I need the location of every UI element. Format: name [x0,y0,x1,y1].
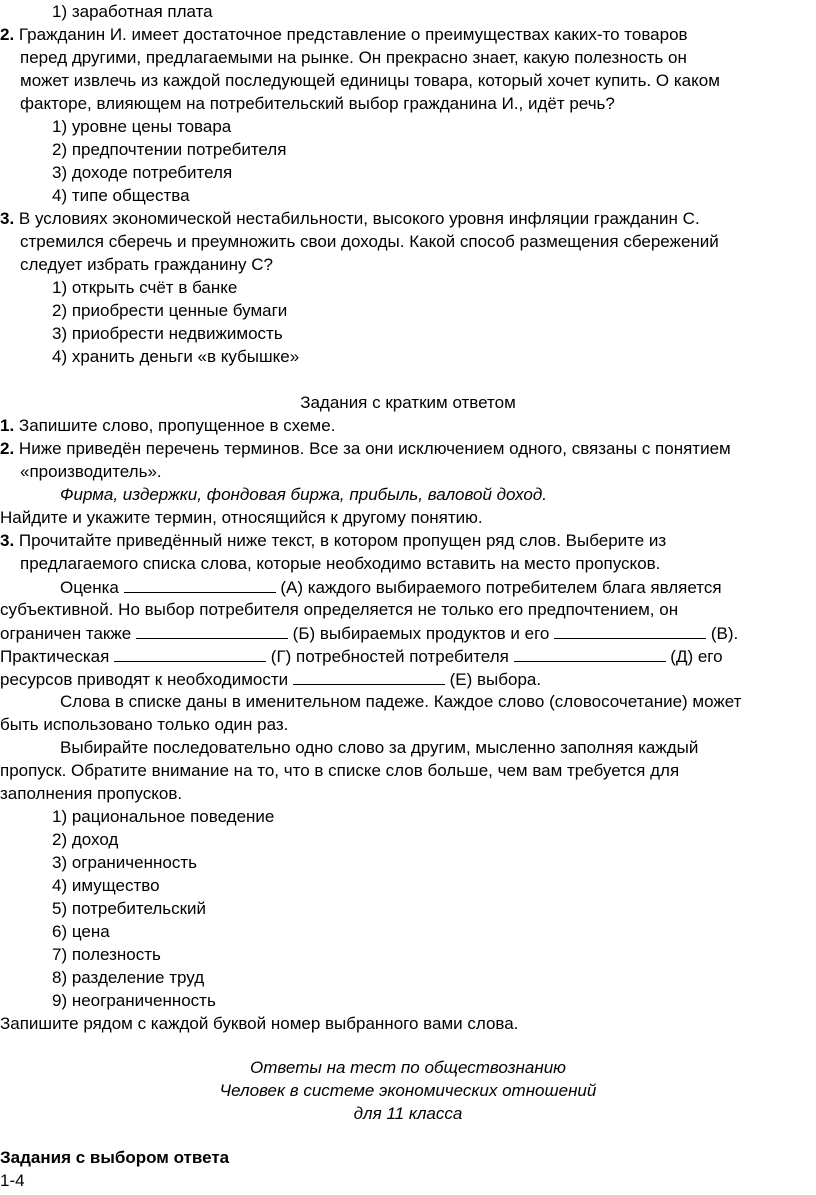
note-line-5: заполнения пропусков. [0,784,183,803]
short-task-2-terms: Фирма, издержки, фондовая биржа, прибыль, валовой доход. [60,485,547,504]
short-task-3-number: 3. [0,531,15,550]
blank-e[interactable] [293,668,445,685]
blank-b[interactable] [136,622,288,639]
question-3-line-2: стремился сберечь и преумножить свои доходы. Какой способ размещения сбережений [20,232,719,251]
question-2-line-4: факторе, влияющем на потребительский выбор гражданина И., идёт речь? [20,94,615,113]
short-task-3-line-1 [0,530,666,552]
question-2-option-4: 4) типе общества [52,186,190,205]
word-option-9: 9) неограниченность [52,991,216,1010]
word-option-2: 2) доход [52,830,119,849]
gap-text-line-2: субъективной. Но выбор потребителя определяется не только его предпочтением, он [0,600,679,619]
short-task-1 [0,415,335,437]
word-option-4: 4) имущество [52,876,160,895]
question-3-option-4: 4) хранить деньги «в кубышке» [52,347,300,366]
short-task-2-number: 2. [0,439,15,458]
short-task-2-line-1 [0,438,731,460]
gap-text-line-5 [0,668,541,691]
question-3-option-1: 1) открыть счёт в банке [52,278,238,297]
short-task-3-text: Прочитайте приведённый ниже текст, в котором пропущен ряд слов. Выберите из [18,531,667,550]
question-3-number: 3. [0,209,15,228]
question-2-text: Гражданин И. имеет достаточное представление о преимуществах каких-то товаров [18,25,688,44]
note-line-4: пропуск. Обратите внимание на то, что в списке слов больше, чем вам требуется для [0,761,680,780]
note-line-3: Выбирайте последовательно одно слово за другим, мысленно заполняя каждый [60,738,699,757]
gap-text: (В). [710,624,739,643]
answers-title-3: для 11 класса [353,1104,463,1123]
short-task-2-line-2: «производитель». [20,462,162,481]
question-3-option-3: 3) приобрести недвижимость [52,324,283,343]
short-task-3-line-2: предлагаемого списка слова, которые необходимо вставить на место пропусков. [20,554,661,573]
answer-range: 1-4 [0,1171,25,1190]
gap-text: (Е) выбора. [449,670,542,689]
answers-title-2: Человек в системе экономических отношений [219,1081,597,1100]
answers-title-1: Ответы на тест по обществознанию [250,1058,566,1077]
note-line-1: Слова в списке даны в именительном падеже. Каждое слово (словосочетание) может [60,692,742,711]
q1-option-1: 1) заработная плата [52,2,213,21]
question-3-line-3: следует избрать гражданину С? [20,255,273,274]
question-3-text: В условиях экономической нестабильности, высокого уровня инфляции гражданин С. [18,209,700,228]
word-option-1: 1) рациональное поведение [52,807,275,826]
gap-text-line-4 [0,645,723,668]
gap-text: (Г) потребностей потребителя [270,647,509,666]
gap-text-line-3 [0,622,738,645]
gap-text: (Д) его [670,647,723,666]
question-2-option-2: 2) предпочтении потребителя [52,140,287,159]
gap-text: Практическая [0,647,110,666]
gap-text: Оценка [60,578,119,597]
gap-text: ограничен также [0,624,132,643]
question-2-line-2: перед другими, предлагаемыми на рынке. Он прекрасно знает, какую полезность он [20,48,687,67]
gap-text-line-1 [60,576,722,599]
word-option-7: 7) полезность [52,945,161,964]
word-option-6: 6) цена [52,922,110,941]
short-task-2-instruction: Найдите и укажите термин, относящийся к другому понятию. [0,508,483,527]
short-task-1-text: Запишите слово, пропущенное в схеме. [18,416,336,435]
question-2-option-3: 3) доходе потребителя [52,163,233,182]
question-3-line-1 [0,208,700,230]
word-option-8: 8) разделение труд [52,968,205,987]
question-3-option-2: 2) приобрести ценные бумаги [52,301,288,320]
question-2-line-1 [0,24,688,46]
gap-text: ресурсов приводят к необходимости [0,670,289,689]
choice-section-title: Задания с выбором ответа [0,1148,230,1167]
question-2-line-3: может извлечь из каждой последующей единицы товара, который хочет купить. О каком [20,71,720,90]
note-line-2: быть использовано только один раз. [0,715,289,734]
blank-d[interactable] [514,645,666,662]
question-2-number: 2. [0,25,15,44]
word-option-5: 5) потребительский [52,899,207,918]
question-2-option-1: 1) уровне цены товара [52,117,232,136]
short-task-1-number: 1. [0,416,15,435]
blank-g[interactable] [114,645,266,662]
short-task-2-text: Ниже приведён перечень терминов. Все за они исключением одного, связаны с понятием [18,439,731,458]
gap-text: (Б) выбираемых продуктов и его [292,624,550,643]
blank-v[interactable] [554,622,706,639]
short-answer-section-title: Задания с кратким ответом [300,393,516,412]
final-instruction: Запишите рядом с каждой буквой номер выбранного вами слова. [0,1014,519,1033]
word-option-3: 3) ограниченность [52,853,197,872]
gap-text: (А) каждого выбираемого потребителем блага является [280,578,722,597]
blank-a[interactable] [124,576,276,593]
